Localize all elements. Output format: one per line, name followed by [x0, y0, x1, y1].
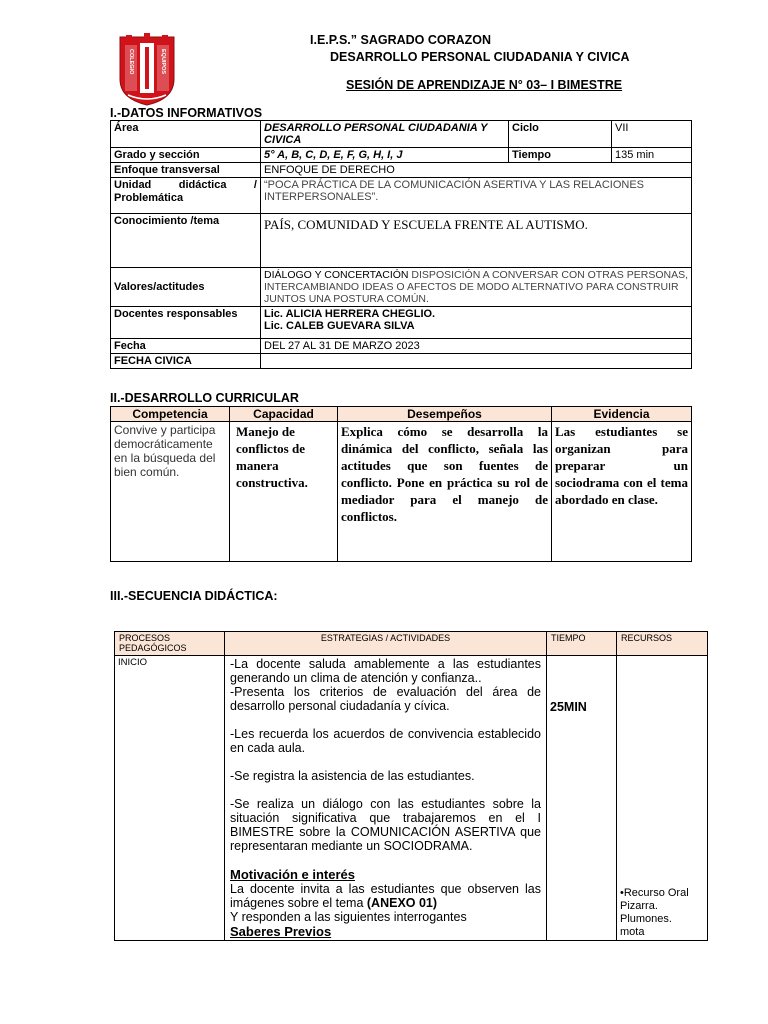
valores-value: [261, 268, 692, 307]
crest-left-text: COLEGIO: [128, 49, 134, 75]
conocimiento-value: PAÍS, COMUNIDAD Y ESCUELA FRENTE AL AUTISMO.: [261, 214, 692, 268]
header-capacidad: Capacidad: [230, 407, 338, 422]
docente-1: Lic. ALICIA HERRERA CHEGLIO.: [264, 308, 436, 320]
estrategia-5: -Se realiza un diálogo con las estudiantes sobre la situación significativa que trabajaremos en el I BIMESTRE sobre la COMUNICACIÓN ASERTIVA que representaran mediante un SOCIODRAMA.: [230, 797, 541, 853]
ciclo-value: VII: [612, 121, 692, 148]
motivacion-text-a: La docente invita a las estudiantes que observen las imágenes sobre el tema: [230, 882, 541, 910]
session-title: SESIÓN DE APRENDIZAJE N° 03– I BIMESTRE: [346, 78, 623, 92]
valores-label: Valores/actitudes: [111, 268, 261, 307]
section-secuencia-title: III.-SECUENCIA DIDÁCTICA:: [110, 589, 278, 603]
fecha-label: Fecha: [111, 339, 261, 354]
motivacion-text: [230, 882, 541, 910]
docente-2: Lic. CALEB GUEVARA SILVA: [264, 320, 415, 332]
grado-value: 5° A, B, C, D, E, F, G, H, I, J: [261, 148, 509, 163]
estrategias-cell: [225, 656, 547, 941]
saberes-title: Saberes Previos: [230, 924, 332, 939]
fecha-civica-label: FECHA CIVICA: [111, 354, 261, 369]
docentes-label: Docentes responsables: [111, 307, 261, 339]
header-recursos: RECURSOS: [617, 632, 708, 656]
ciclo-label: Ciclo: [509, 121, 612, 148]
recurso-plumones: Plumones.: [620, 913, 672, 925]
capacidad-cell: Manejo de conflictos de manera constructiva.: [230, 422, 338, 562]
valores-value-b: DISPOSICIÓN A CONVERSAR CON OTRAS PERSONAS, INTERCAMBIANDO IDEAS O AFECTOS DE MODO ALTERNATIVO PARA CONSTRUIR JUNTOS UNA POSTURA COMÚN.: [264, 269, 688, 305]
desempenos-cell: Explica cómo se desarrolla la dinámica del conflicto, señala las actitudes que son fuentes de conflicto. Pone en práctica su rol de mediador para el manejo de conflictos.: [338, 422, 552, 562]
section-datos-title: I.-DATOS INFORMATIVOS: [110, 106, 263, 120]
area-value: DESARROLLO PERSONAL CIUDADANIA Y CIVICA: [261, 121, 509, 148]
tiempo-cell: 25MIN: [547, 656, 617, 941]
fecha-civica-value: [261, 354, 692, 369]
header-procesos: PROCESOS PEDAGÓGICOS: [115, 632, 225, 656]
secuencia-table: [114, 631, 708, 941]
competencia-cell: Convive y participa democráticamente en la búsqueda del bien común.: [111, 422, 230, 562]
header-competencia: Competencia: [111, 407, 230, 422]
school-name: I.E.P.S.” SAGRADO CORAZON: [310, 33, 492, 47]
header-evidencia: Evidencia: [552, 407, 692, 422]
recurso-oral: •Recurso Oral: [620, 887, 689, 899]
curricular-table: [110, 406, 692, 562]
section-desarrollo-title: II.-DESARROLLO CURRICULAR: [110, 391, 299, 405]
unidad-value: “POCA PRÁCTICA DE LA COMUNICACIÓN ASERTIVA Y LAS RELACIONES INTERPERSONALES”.: [261, 178, 692, 214]
tiempo-label: Tiempo: [509, 148, 612, 163]
enfoque-value: ENFOQUE DE DERECHO: [261, 163, 692, 178]
estrategia-4: -Se registra la asistencia de las estudiantes.: [230, 769, 475, 783]
tiempo-value: 135 min: [612, 148, 692, 163]
docentes-value: [261, 307, 692, 339]
recurso-mota: mota: [620, 926, 645, 938]
unidad-label: Unidad didáctica / Problemática: [111, 178, 261, 214]
motivacion-title: Motivación e interés: [230, 867, 355, 882]
recurso-pizarra: Pizarra.: [620, 900, 658, 912]
area-label: Área: [111, 121, 261, 148]
motivacion-interrogantes: Y responden a las siguientes interrogantes: [230, 910, 467, 924]
school-crest-logo: [116, 33, 178, 107]
estrategia-2: -Presenta los criterios de evaluación del área de desarrollo personal ciudadanía y cívica.: [230, 685, 541, 713]
header-estrategias: ESTRATEGIAS / ACTIVIDADES: [225, 632, 547, 656]
fecha-value: DEL 27 AL 31 DE MARZO 2023: [261, 339, 692, 354]
crest-right-text: EQUIPOS: [160, 49, 166, 75]
estrategia-3: -Les recuerda los acuerdos de convivencia establecido en cada aula.: [230, 727, 541, 755]
enfoque-label: Enfoque transversal: [111, 163, 261, 178]
header-desempenos: Desempeños: [338, 407, 552, 422]
anexo-ref: (ANEXO 01): [366, 896, 438, 910]
proceso-cell: INICIO: [115, 656, 225, 941]
grado-label: Grado y sección: [111, 148, 261, 163]
course-title: DESARROLLO PERSONAL CIUDADANIA Y CIVICA: [330, 50, 630, 64]
header-tiempo: TIEMPO: [547, 632, 617, 656]
valores-value-a: DIÁLOGO Y CONCERTACIÓN: [264, 269, 409, 281]
estrategia-1: -La docente saluda amablemente a las estudiantes generando un clima de atención y confianza..: [230, 657, 541, 685]
datos-table: [110, 120, 692, 369]
conocimiento-label: Conocimiento /tema: [111, 214, 261, 268]
evidencia-cell: Las estudiantes se organizan para preparar un sociodrama con el tema abordado en clase.: [552, 422, 692, 562]
recursos-cell: [617, 656, 708, 941]
